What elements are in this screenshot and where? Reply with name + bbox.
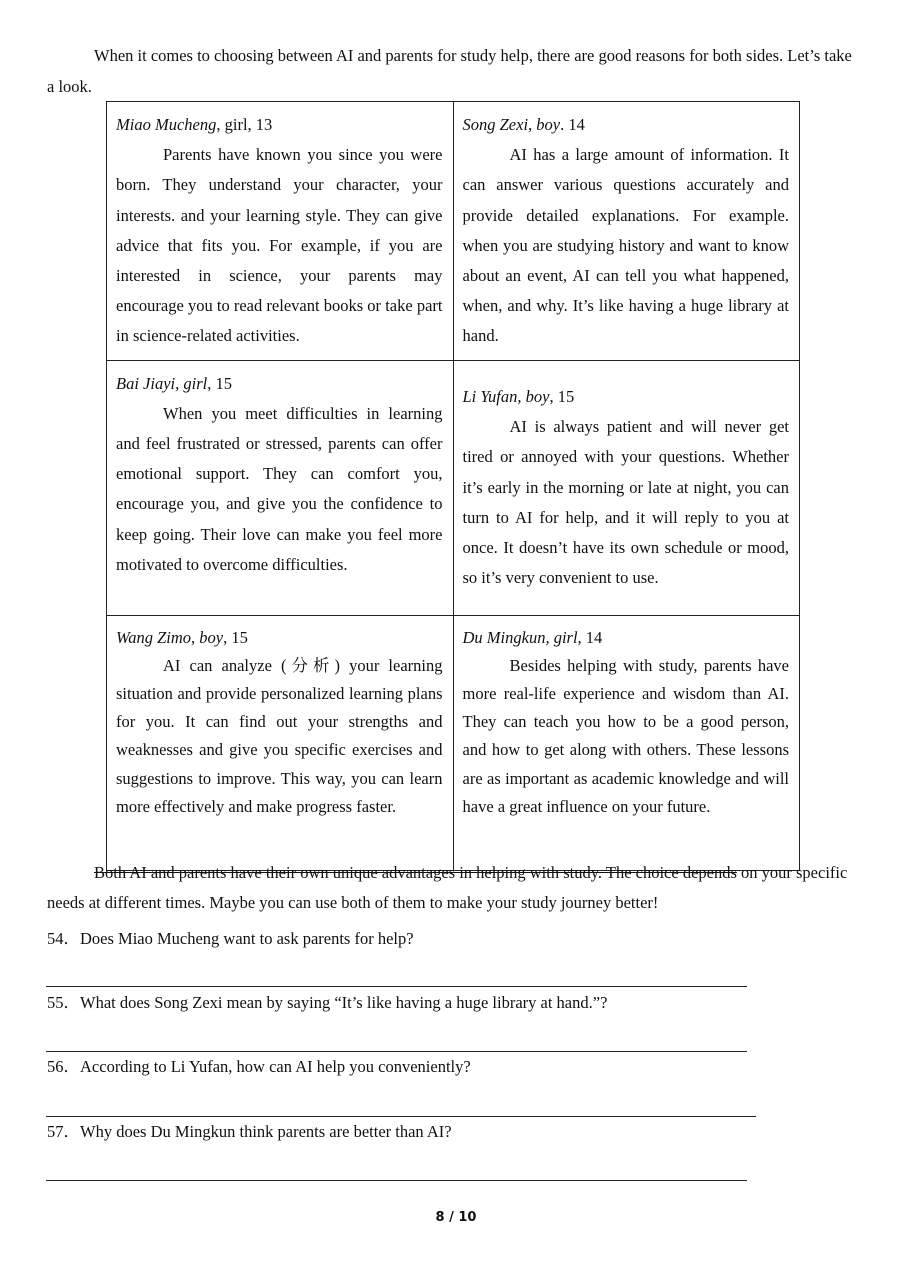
closing-paragraph: Both AI and parents have their own unique advantages in helping with study. The choice depends on your specific needs at different times. Maybe you can use both of them to make your study journey better! <box>47 863 848 912</box>
opinion-author: Song Zexi, boy <box>462 115 561 134</box>
struck-text: Both AI and parents have their own unique advantages in helping with study. The choice depends <box>94 863 737 882</box>
opinion-text: AI is always patient and will never get tired or annoyed with your questions. Whether it’s early in the morning or late at night, you can turn to AI for help, and it will reply to you at once. It doesn’t have its own schedule or mood, so it’s very convenient to use. <box>462 417 789 588</box>
answer-line-55[interactable] <box>46 1051 747 1052</box>
opinion-cell-wang-zimo: Wang Zimo, boy, 15 AI can analyze (分析) your learning situation and provide personalized learning plans for you. It can find out your strengths and weaknesses and give you specific exercises and suggestions to improve. This way, you can learn more effectively and make progress faster. <box>107 615 454 870</box>
opinion-text: Parents have known you since you were born. They understand your character, your interests. and your learning style. They can give advice that fits you. For example, if you are interested in science, your parents may encourage you to read relevant books or take part in science-related activities. <box>116 145 443 346</box>
intro-paragraph: When it comes to choosing between AI and parents for study help, there are good reasons for both sides. Let’s take a look. <box>47 46 852 96</box>
opinion-author: Du Mingkun, girl <box>462 627 578 647</box>
answer-line-54[interactable] <box>46 986 747 987</box>
opinion-author: Li Yufan, boy <box>462 386 550 406</box>
question-55: 55．What does Song Zexi mean by saying “It’s like having a huge library at hand.”? <box>47 993 608 1012</box>
opinion-cell-song-zexi: Song Zexi, boy. 14 AI has a large amount of information. It can answer various questions accurately and provide detailed explanations. For example. when you are studying history and want to know about an event, AI can tell you what happened, when, and why. It’s like having a huge library at hand. <box>453 102 800 361</box>
opinion-cell-bai-jiayi: Bai Jiayi, girl, 15 When you meet difficulties in learning and feel frustrated or stressed, parents can offer emotional support. They can comfort you, encourage you, and give you the confidence to keep going. Their love can make you feel more motivated to overcome difficulties. <box>107 360 454 615</box>
opinion-cell-du-mingkun: Du Mingkun, girl, 14 Besides helping with study, parents have more real-life experience and wisdom than AI. They can teach you how to be a good person, and how to get along with others. These lessons are as important as academic knowledge and will have a great influence on your future. <box>453 615 800 870</box>
opinion-text: When you meet difficulties in learning and feel frustrated or stressed, parents can offer emotional support. They can comfort you, encourage you, and give you the confidence to keep going. Their love can make you feel more motivated to overcome difficulties. <box>116 403 443 574</box>
opinions-table <box>106 101 800 871</box>
opinion-cell-li-yufan: Li Yufan, boy, 15 AI is always patient and will never get tired or annoyed with your questions. Whether it’s early in the morning or late at night, you can turn to AI for help, and it will reply to you at once. It doesn’t have its own schedule or mood, so it’s very convenient to use. <box>453 360 800 615</box>
opinion-author: Bai Jiayi, girl <box>116 373 208 393</box>
answer-line-57[interactable] <box>46 1180 747 1181</box>
opinion-text: AI has a large amount of information. It can answer various questions accurately and provide detailed explanations. For example. when you are studying history and want to know about an event, AI can tell you what happened, when, and why. It’s like having a huge library at hand. <box>462 145 789 346</box>
page-number: 8 / 10 <box>435 1210 477 1225</box>
question-54: 54．Does Miao Mucheng want to ask parents for help? <box>47 929 414 948</box>
opinion-text: AI can analyze (分析) your learning situation and provide personalized learning plans for you. It can find out your strengths and weaknesses and give you specific exercises and suggestions to improve. This way, you can learn more effectively and make progress faster. <box>116 655 443 816</box>
question-56: 56．According to Li Yufan, how can AI help you conveniently? <box>47 1057 471 1076</box>
question-57: 57．Why does Du Mingkun think parents are better than AI? <box>47 1122 452 1141</box>
opinion-text: Besides helping with study, parents have more real-life experience and wisdom than AI. They can teach you how to be a good person, and how to get along with others. These lessons are as important as academic knowledge and will have a great influence on your future. <box>462 655 789 816</box>
answer-line-56[interactable] <box>46 1116 756 1117</box>
opinion-author: Miao Mucheng <box>116 115 217 134</box>
opinion-cell-miao-mucheng: Miao Mucheng, girl, 13 Parents have known you since you were born. They understand your character, your interests. and your learning style. They can give advice that fits you. For example, if you are interested in science, your parents may encourage you to read relevant books or take part in science-related activities. <box>107 102 454 361</box>
opinion-author: Wang Zimo, boy <box>116 627 224 647</box>
